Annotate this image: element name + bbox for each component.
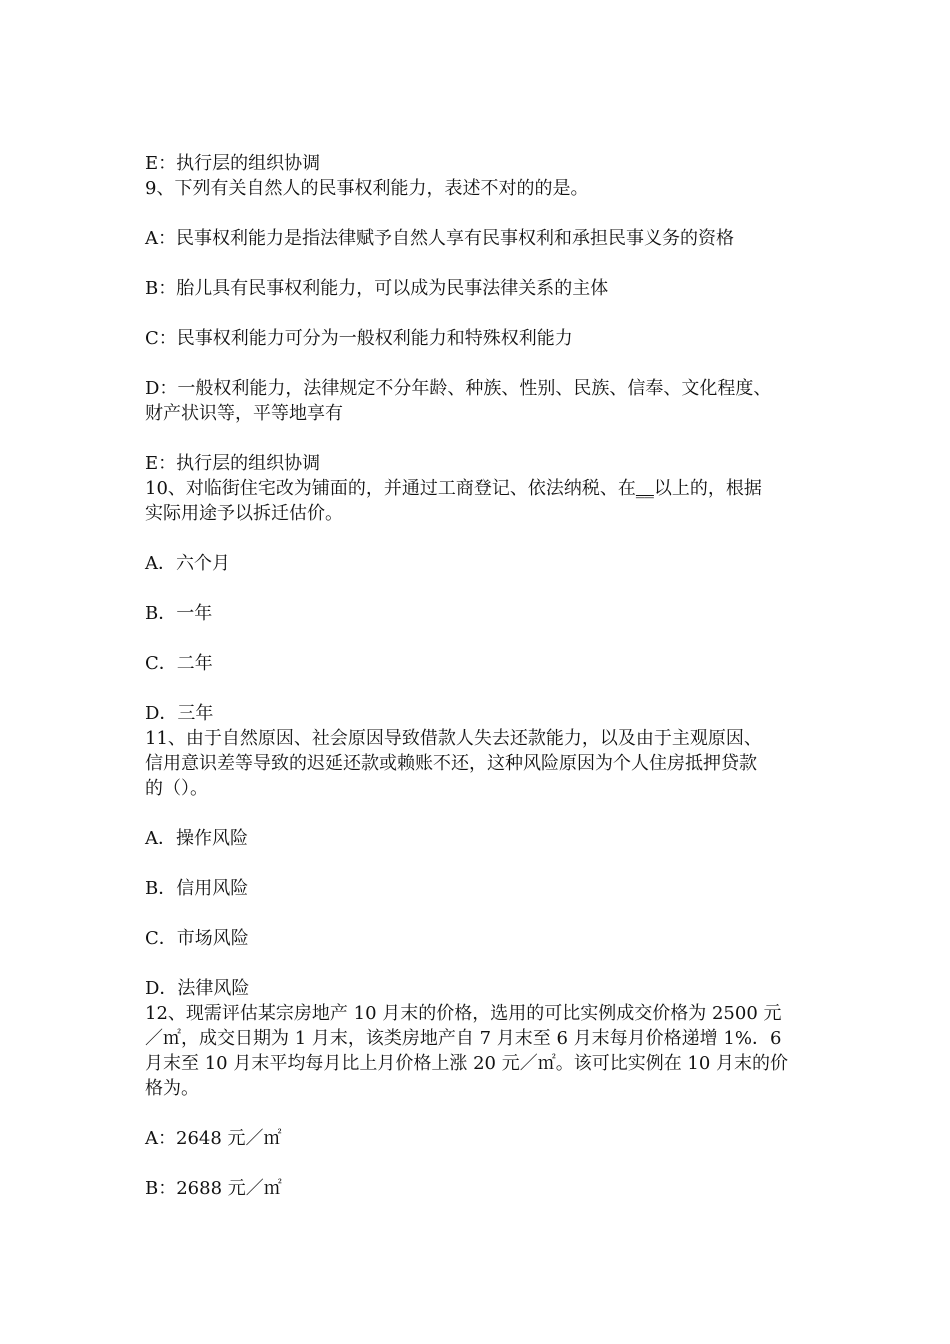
question-9-option-d-line1: D：一般权利能力，法律规定不分年龄、种族、性别、民族、信奉、文化程度、 — [145, 378, 772, 399]
question-9-option-c: C：民事权利能力可分为一般权利能力和特殊权利能力 — [145, 328, 573, 349]
question-11-stem-line1: 11、由于自然原因、社会原因导致借款人失去还款能力，以及由于主观原因、 — [145, 728, 762, 749]
question-12-stem-line4: 格为。 — [145, 1078, 199, 1099]
question-11-option-c: C．市场风险 — [145, 928, 249, 949]
question-10-stem-line1 — [145, 476, 825, 501]
question-11-option-d: D．法律风险 — [145, 978, 250, 999]
question-10-text-before-blank: 10、对临街住宅改为铺面的，并通过工商登记、依法纳税、在 — [145, 478, 636, 499]
question-12-option-a: A：2648 元／㎡ — [145, 1128, 282, 1149]
question-10-option-a: A．六个月 — [145, 553, 230, 574]
question-10-text-after-blank: 以上的，根据 — [653, 478, 762, 499]
question-11-option-a: A．操作风险 — [145, 828, 248, 849]
question-9-stem: 9、下列有关自然人的民事权利能力，表述不对的的是。 — [145, 178, 589, 199]
question-11-option-b: B．信用风险 — [145, 878, 249, 899]
option-e-text: E：执行层的组织协调 — [145, 153, 321, 174]
question-12-stem-line1: 12、现需评估某宗房地产 10 月末的价格，选用的可比实例成交价格为 2500 元 — [145, 1003, 782, 1024]
question-10-blank: __ — [635, 478, 654, 499]
question-9-option-b: B：胎儿具有民事权利能力，可以成为民事法律关系的主体 — [145, 278, 609, 299]
question-10-option-c: C．二年 — [145, 653, 213, 674]
question-10-option-b: B．一年 — [145, 603, 213, 624]
question-12-stem-line2: ／㎡，成交日期为 1 月末，该类房地产自 7 月末至 6 月末每月价格递增 1%．6 — [145, 1028, 782, 1049]
question-9-option-e: E：执行层的组织协调 — [145, 453, 321, 474]
question-10-stem-line2: 实际用途予以拆迁估价。 — [145, 503, 343, 524]
question-11-stem-line3: 的（）。 — [145, 778, 208, 799]
question-11-stem-line2: 信用意识差等导致的迟延还款或赖账不还，这种风险原因为个人住房抵押贷款 — [145, 753, 757, 774]
question-9-option-a: A：民事权利能力是指法律赋予自然人享有民事权利和承担民事义务的资格 — [145, 228, 734, 249]
question-12-option-b: B：2688 元／㎡ — [145, 1178, 282, 1199]
question-10-option-d: D．三年 — [145, 703, 214, 724]
question-12-stem-line3: 月末至 10 月末平均每月比上月价格上涨 20 元／㎡。该可比实例在 10 月末的价 — [145, 1053, 789, 1074]
question-9-option-d-line2: 财产状识等，平等地享有 — [145, 403, 343, 424]
document-body — [145, 151, 825, 1201]
